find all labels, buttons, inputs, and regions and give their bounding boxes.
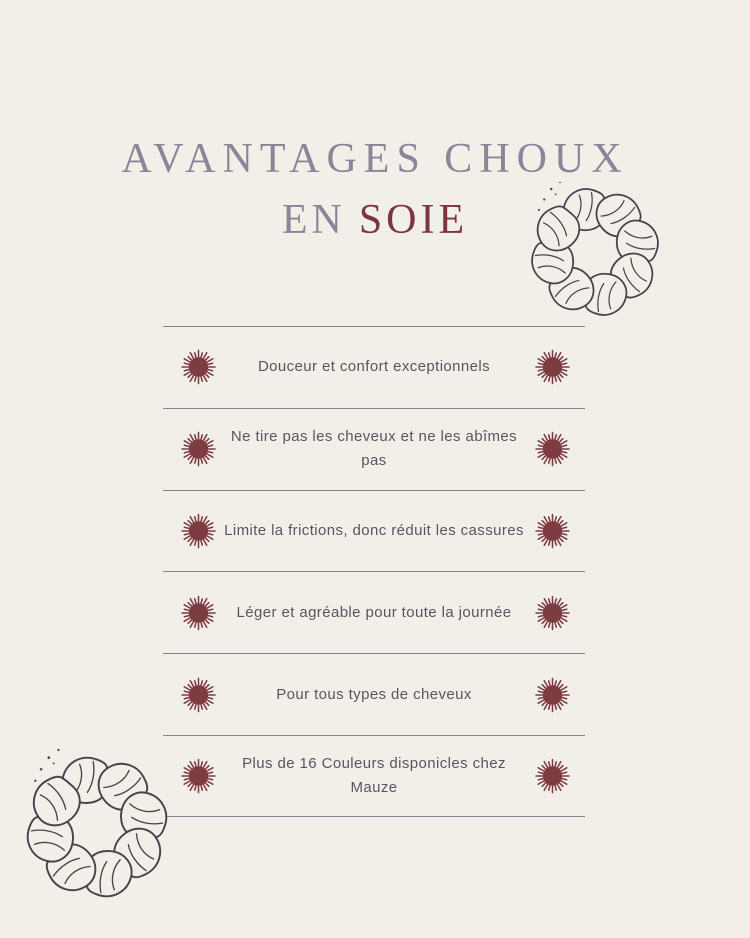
title-line-1: AVANTAGES CHOUX <box>121 136 629 182</box>
benefit-row <box>163 408 585 490</box>
benefit-text: Léger et agréable pour toute la journée <box>236 603 512 621</box>
scrunchie-illustration-bottom-left <box>18 748 176 906</box>
sunburst-icon <box>534 757 571 794</box>
sunburst-icon <box>180 431 217 468</box>
benefit-row <box>163 653 585 735</box>
sunburst-icon <box>534 349 571 386</box>
benefit-text: Douceur et confort exceptionnels <box>257 358 491 376</box>
benefit-row <box>163 490 585 572</box>
benefit-row <box>163 735 585 817</box>
benefit-row <box>163 571 585 653</box>
title-accent: SOIE <box>358 196 469 243</box>
benefit-row <box>163 326 585 408</box>
sunburst-icon <box>180 512 217 549</box>
sunburst-icon <box>180 594 217 631</box>
sunburst-icon <box>534 431 571 468</box>
benefit-text: Plus de 16 Couleurs disponicles chez Mauze <box>242 754 506 796</box>
title-line-2-prefix: EN <box>281 196 346 243</box>
sunburst-icon <box>534 594 571 631</box>
sunburst-icon <box>180 349 217 386</box>
sunburst-icon <box>180 676 217 713</box>
sunburst-icon <box>534 512 571 549</box>
benefit-text: Pour tous types de cheveux <box>276 685 472 703</box>
benefits-list <box>163 326 585 817</box>
benefit-text: Ne tire pas les cheveux et ne les abîmes pas <box>230 428 518 470</box>
benefit-text: Limite la frictions, donc réduit les cassures <box>224 521 524 539</box>
sunburst-icon <box>180 757 217 794</box>
sunburst-icon <box>534 676 571 713</box>
scrunchie-illustration-top-right <box>522 182 668 322</box>
